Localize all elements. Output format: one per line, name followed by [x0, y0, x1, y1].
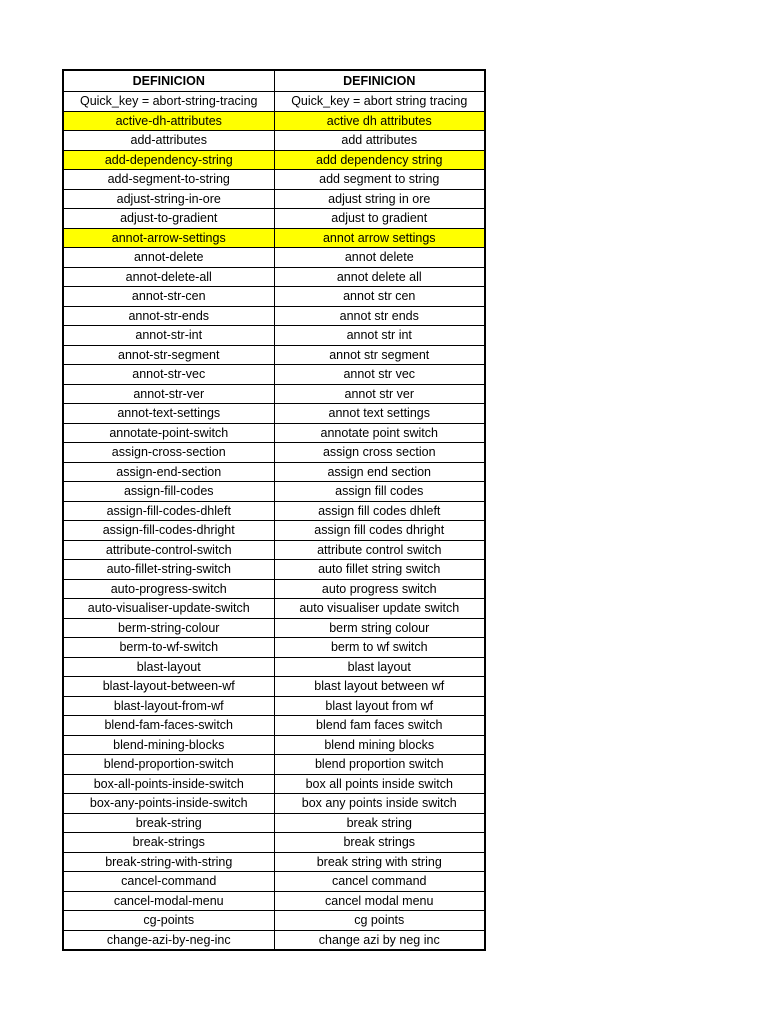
cell-command-hyphenated[interactable]: blast-layout: [63, 657, 274, 677]
cell-command-spaced[interactable]: auto fillet string switch: [274, 560, 485, 580]
table-row: [63, 404, 485, 424]
table-body: [63, 92, 485, 951]
table-row: [63, 462, 485, 482]
cell-command-spaced[interactable]: blend mining blocks: [274, 735, 485, 755]
table-row: [63, 657, 485, 677]
cell-command-hyphenated[interactable]: break-string: [63, 813, 274, 833]
cell-command-hyphenated[interactable]: blend-mining-blocks: [63, 735, 274, 755]
cell-command-hyphenated[interactable]: cancel-modal-menu: [63, 891, 274, 911]
cell-command-hyphenated[interactable]: blend-proportion-switch: [63, 755, 274, 775]
cell-command-spaced[interactable]: cancel modal menu: [274, 891, 485, 911]
table-row: [63, 911, 485, 931]
table-row: [63, 833, 485, 853]
cell-command-spaced[interactable]: annot str segment: [274, 345, 485, 365]
table-row: [63, 501, 485, 521]
table-row: [63, 267, 485, 287]
cell-command-hyphenated[interactable]: annot-str-cen: [63, 287, 274, 307]
cell-command-spaced[interactable]: assign cross section: [274, 443, 485, 463]
cell-command-spaced[interactable]: assign fill codes dhleft: [274, 501, 485, 521]
cell-command-spaced[interactable]: box any points inside switch: [274, 794, 485, 814]
cell-command-spaced[interactable]: break string: [274, 813, 485, 833]
cell-command-spaced[interactable]: blend proportion switch: [274, 755, 485, 775]
table-row: [63, 852, 485, 872]
table-row: [63, 774, 485, 794]
header-row: [63, 70, 485, 92]
table-row: [63, 443, 485, 463]
cell-command-spaced[interactable]: box all points inside switch: [274, 774, 485, 794]
cell-command-spaced[interactable]: break string with string: [274, 852, 485, 872]
cell-command-spaced[interactable]: cancel command: [274, 872, 485, 892]
cell-command-hyphenated[interactable]: blast-layout-between-wf: [63, 677, 274, 697]
table-row: [63, 365, 485, 385]
table-header: [63, 70, 485, 92]
cell-command-spaced[interactable]: annot text settings: [274, 404, 485, 424]
table-row: [63, 111, 485, 131]
cell-command-spaced[interactable]: berm to wf switch: [274, 638, 485, 658]
cell-command-hyphenated[interactable]: annot-str-int: [63, 326, 274, 346]
cell-command-spaced[interactable]: blast layout: [274, 657, 485, 677]
cell-command-hyphenated[interactable]: auto-progress-switch: [63, 579, 274, 599]
cell-command-spaced[interactable]: auto visualiser update switch: [274, 599, 485, 619]
table-row: [63, 813, 485, 833]
cell-command-hyphenated[interactable]: change-azi-by-neg-inc: [63, 930, 274, 950]
cell-command-hyphenated[interactable]: cg-points: [63, 911, 274, 931]
cell-command-hyphenated[interactable]: assign-fill-codes: [63, 482, 274, 502]
cell-command-spaced[interactable]: active dh attributes: [274, 111, 485, 131]
cell-command-hyphenated[interactable]: adjust-to-gradient: [63, 209, 274, 229]
cell-command-spaced[interactable]: auto progress switch: [274, 579, 485, 599]
cell-command-spaced[interactable]: annot delete all: [274, 267, 485, 287]
table-row: [63, 872, 485, 892]
cell-command-spaced[interactable]: adjust string in ore: [274, 189, 485, 209]
cell-command-hyphenated[interactable]: assign-fill-codes-dhleft: [63, 501, 274, 521]
cell-command-hyphenated[interactable]: attribute-control-switch: [63, 540, 274, 560]
header-cell-definicion-2[interactable]: DEFINICION: [274, 70, 485, 92]
table-row: [63, 92, 485, 112]
table-row: [63, 287, 485, 307]
table-row: [63, 384, 485, 404]
cell-command-hyphenated[interactable]: annot-str-ver: [63, 384, 274, 404]
table-row: [63, 755, 485, 775]
cell-command-hyphenated[interactable]: break-string-with-string: [63, 852, 274, 872]
cell-command-hyphenated[interactable]: annot-str-vec: [63, 365, 274, 385]
cell-command-hyphenated[interactable]: box-any-points-inside-switch: [63, 794, 274, 814]
cell-command-hyphenated[interactable]: annot-text-settings: [63, 404, 274, 424]
cell-command-hyphenated[interactable]: annot-delete: [63, 248, 274, 268]
cell-command-hyphenated[interactable]: auto-fillet-string-switch: [63, 560, 274, 580]
cell-command-spaced[interactable]: annot str cen: [274, 287, 485, 307]
cell-command-hyphenated[interactable]: berm-to-wf-switch: [63, 638, 274, 658]
table-row: [63, 794, 485, 814]
table-row: [63, 326, 485, 346]
cell-command-spaced[interactable]: berm string colour: [274, 618, 485, 638]
table-row: [63, 170, 485, 190]
cell-command-hyphenated[interactable]: annot-str-segment: [63, 345, 274, 365]
table-row: [63, 560, 485, 580]
table-row: [63, 150, 485, 170]
cell-command-spaced[interactable]: attribute control switch: [274, 540, 485, 560]
cell-command-spaced[interactable]: annot str vec: [274, 365, 485, 385]
table-row: [63, 696, 485, 716]
cell-command-hyphenated[interactable]: annot-delete-all: [63, 267, 274, 287]
cell-command-hyphenated[interactable]: berm-string-colour: [63, 618, 274, 638]
cell-command-hyphenated[interactable]: add-attributes: [63, 131, 274, 151]
definitions-sheet: [62, 69, 484, 951]
cell-command-hyphenated[interactable]: active-dh-attributes: [63, 111, 274, 131]
cell-command-spaced[interactable]: add attributes: [274, 131, 485, 151]
cell-command-hyphenated[interactable]: auto-visualiser-update-switch: [63, 599, 274, 619]
table-row: [63, 930, 485, 950]
table-row: [63, 716, 485, 736]
table-row: [63, 579, 485, 599]
table-row: [63, 677, 485, 697]
table-row: [63, 482, 485, 502]
table-row: [63, 209, 485, 229]
cell-command-hyphenated[interactable]: Quick_key = abort-string-tracing: [63, 92, 274, 112]
table-row: [63, 345, 485, 365]
header-cell-definicion-1[interactable]: DEFINICION: [63, 70, 274, 92]
cell-command-hyphenated[interactable]: add-dependency-string: [63, 150, 274, 170]
cell-command-spaced[interactable]: cg points: [274, 911, 485, 931]
cell-command-spaced[interactable]: blend fam faces switch: [274, 716, 485, 736]
cell-command-hyphenated[interactable]: annot-str-ends: [63, 306, 274, 326]
cell-command-hyphenated[interactable]: assign-end-section: [63, 462, 274, 482]
cell-command-hyphenated[interactable]: assign-cross-section: [63, 443, 274, 463]
cell-command-spaced[interactable]: assign fill codes dhright: [274, 521, 485, 541]
cell-command-spaced[interactable]: blast layout between wf: [274, 677, 485, 697]
cell-command-spaced[interactable]: assign end section: [274, 462, 485, 482]
cell-command-spaced[interactable]: annotate point switch: [274, 423, 485, 443]
cell-command-hyphenated[interactable]: box-all-points-inside-switch: [63, 774, 274, 794]
cell-command-spaced[interactable]: assign fill codes: [274, 482, 485, 502]
cell-command-spaced[interactable]: annot delete: [274, 248, 485, 268]
cell-command-spaced[interactable]: adjust to gradient: [274, 209, 485, 229]
cell-command-hyphenated[interactable]: annot-arrow-settings: [63, 228, 274, 248]
cell-command-hyphenated[interactable]: assign-fill-codes-dhright: [63, 521, 274, 541]
table-row: [63, 306, 485, 326]
table-row: [63, 228, 485, 248]
cell-command-spaced[interactable]: annot str ver: [274, 384, 485, 404]
cell-command-spaced[interactable]: annot str ends: [274, 306, 485, 326]
table-row: [63, 891, 485, 911]
table-row: [63, 423, 485, 443]
table-row: [63, 599, 485, 619]
cell-command-spaced[interactable]: change azi by neg inc: [274, 930, 485, 950]
cell-command-hyphenated[interactable]: adjust-string-in-ore: [63, 189, 274, 209]
table-row: [63, 618, 485, 638]
cell-command-hyphenated[interactable]: add-segment-to-string: [63, 170, 274, 190]
cell-command-spaced[interactable]: annot arrow settings: [274, 228, 485, 248]
cell-command-hyphenated[interactable]: blend-fam-faces-switch: [63, 716, 274, 736]
definitions-table: [62, 69, 486, 951]
table-row: [63, 248, 485, 268]
table-row: [63, 131, 485, 151]
cell-command-hyphenated[interactable]: blast-layout-from-wf: [63, 696, 274, 716]
cell-command-spaced[interactable]: blast layout from wf: [274, 696, 485, 716]
cell-command-hyphenated[interactable]: break-strings: [63, 833, 274, 853]
table-row: [63, 540, 485, 560]
table-row: [63, 638, 485, 658]
cell-command-spaced[interactable]: add dependency string: [274, 150, 485, 170]
table-row: [63, 521, 485, 541]
table-row: [63, 189, 485, 209]
table-row: [63, 735, 485, 755]
cell-command-spaced[interactable]: add segment to string: [274, 170, 485, 190]
cell-command-spaced[interactable]: annot str int: [274, 326, 485, 346]
cell-command-hyphenated[interactable]: cancel-command: [63, 872, 274, 892]
cell-command-hyphenated[interactable]: annotate-point-switch: [63, 423, 274, 443]
cell-command-spaced[interactable]: break strings: [274, 833, 485, 853]
cell-command-spaced[interactable]: Quick_key = abort string tracing: [274, 92, 485, 112]
